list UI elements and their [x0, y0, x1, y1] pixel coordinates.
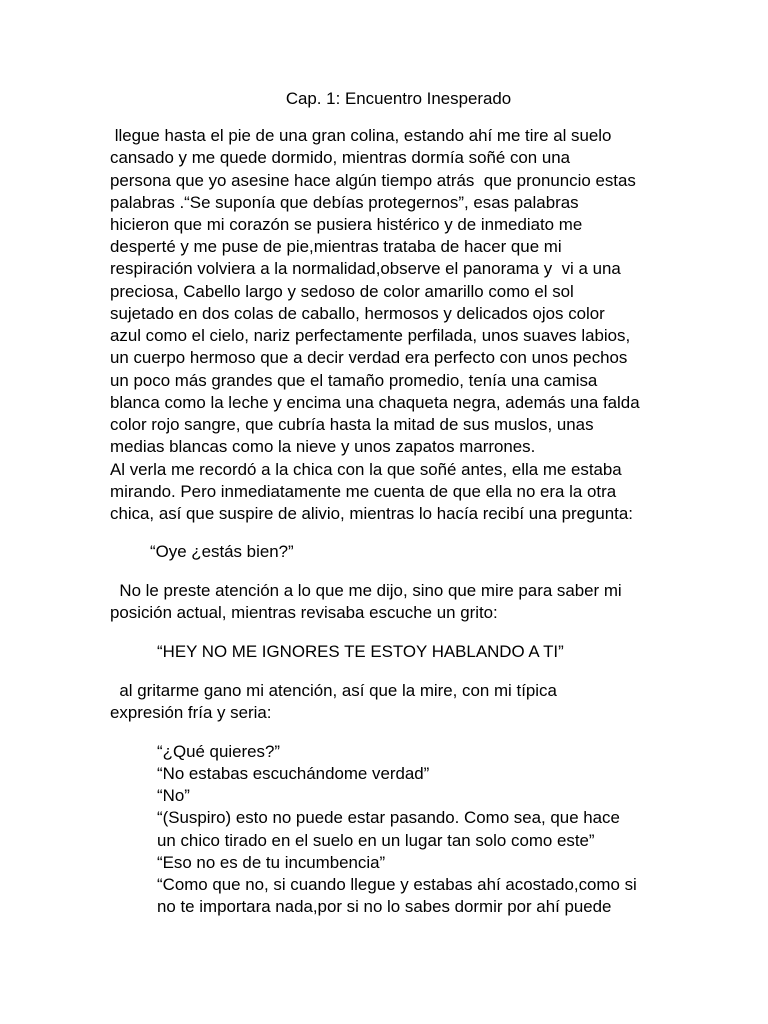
text-line: blanca como la leche y encima una chaqueta negra, además una falda [110, 393, 640, 412]
text-line: preciosa, Cabello largo y sedoso de color amarillo como el sol [110, 282, 574, 301]
text-line: persona que yo asesine hace algún tiempo atrás que pronuncio estas [110, 171, 636, 190]
text-line: un poco más grandes que el tamaño promedio, tenía una camisa [110, 371, 598, 390]
dialogue-line: “(Suspiro) esto no puede estar pasando. Como sea, que hace [157, 808, 620, 827]
text-line: posición actual, mientras revisaba escuche un grito: [110, 603, 498, 622]
dialogue-line: “Como que no, si cuando llegue y estabas ahí acostado,como si [157, 875, 637, 894]
text-line: Al verla me recordó a la chica con la que soñé antes, ella me estaba [110, 460, 622, 479]
dialogue-line: “No” [157, 786, 190, 805]
text-line: cansado y me quede dormido, mientras dormía soñé con una [110, 148, 571, 167]
dialogue-line: no te importara nada,por si no lo sabes dormir por ahí puede [157, 897, 612, 916]
chapter-title: Cap. 1: Encuentro Inesperado [285, 89, 512, 108]
text-line: No le preste atención a lo que me dijo, sino que mire para saber mi [110, 581, 622, 600]
text-line: sujetado en dos colas de caballo, hermosos y delicados ojos color [110, 304, 605, 323]
dialogue-line: “Eso no es de tu incumbencia” [157, 853, 386, 872]
text-line: respiración volviera a la normalidad,observe el panorama y vi a una [110, 259, 621, 278]
text-line: palabras .“Se suponía que debías protegernos”, esas palabras [110, 193, 579, 212]
dialogue-line: “HEY NO ME IGNORES TE ESTOY HABLANDO A TI” [157, 642, 564, 661]
text-line: chica, así que suspire de alivio, mientras lo hacía recibí una pregunta: [110, 504, 633, 523]
text-line: hicieron que mi corazón se pusiera histérico y de inmediato me [110, 215, 583, 234]
text-line: expresión fría y seria: [110, 703, 272, 722]
dialogue-line: un chico tirado en el suelo en un lugar tan solo como este” [157, 831, 595, 850]
dialogue-line: “Oye ¿estás bien?” [150, 542, 294, 561]
text-line: un cuerpo hermoso que a decir verdad era perfecto con unos pechos [110, 348, 628, 367]
text-line: desperté y me puse de pie,mientras trataba de hacer que mi [110, 237, 562, 256]
text-line: azul como el cielo, nariz perfectamente perfilada, unos suaves labios, [110, 326, 631, 345]
dialogue-line: “¿Qué quieres?” [157, 742, 280, 761]
text-line: medias blancas como la nieve y unos zapatos marrones. [110, 437, 536, 456]
text-line: al gritarme gano mi atención, así que la mire, con mi típica [110, 681, 557, 700]
text-line: llegue hasta el pie de una gran colina, estando ahí me tire al suelo [110, 126, 612, 145]
dialogue-line: “No estabas escuchándome verdad” [157, 764, 430, 783]
text-line: color rojo sangre, que cubría hasta la mitad de sus muslos, unas [110, 415, 594, 434]
text-line: mirando. Pero inmediatamente me cuenta de que ella no era la otra [110, 482, 617, 501]
